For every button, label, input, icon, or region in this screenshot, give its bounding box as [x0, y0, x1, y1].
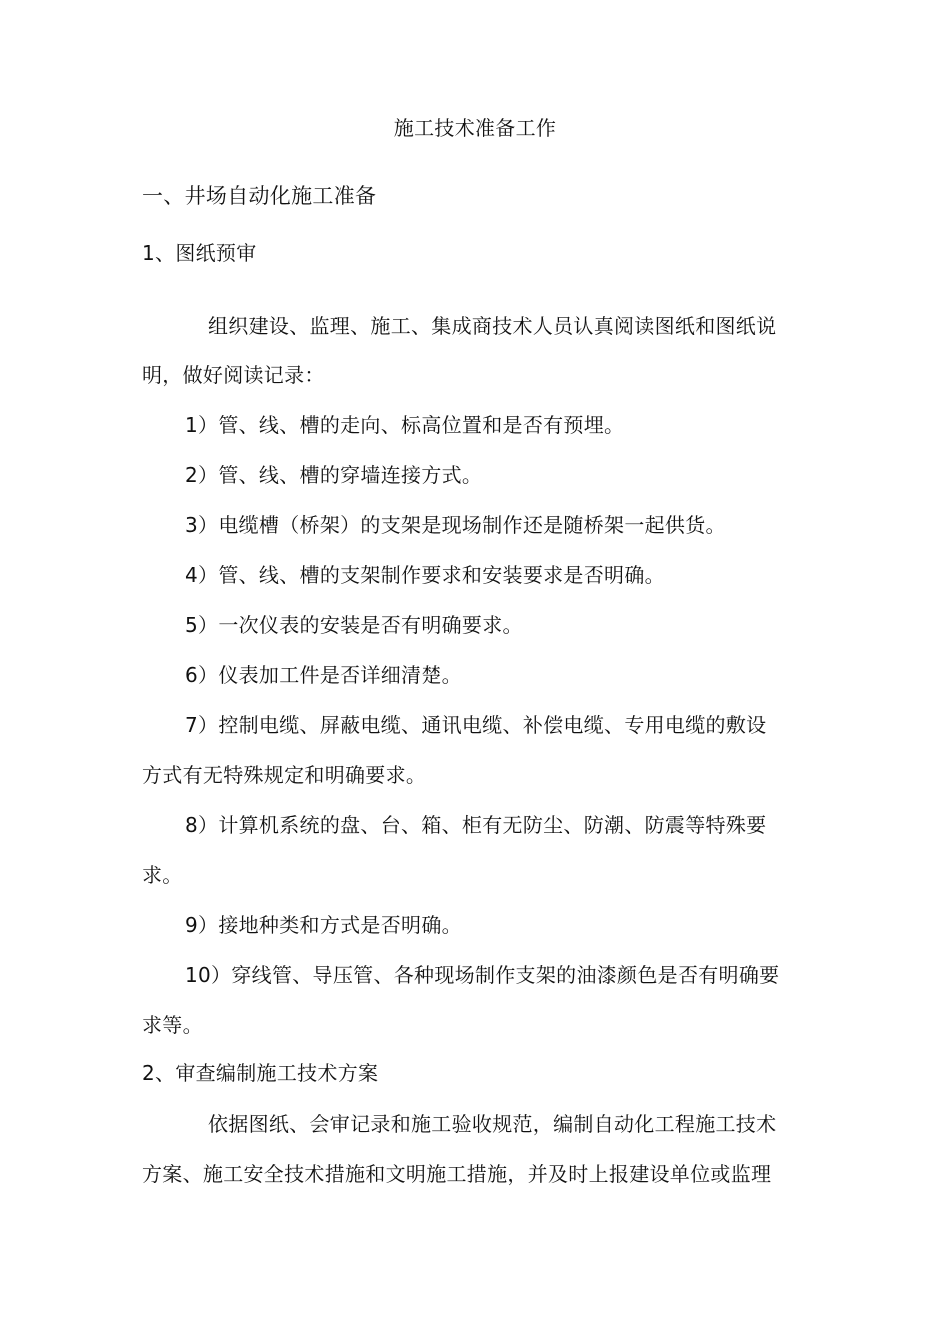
paragraph-line: 方案、施工安全技术措施和文明施工措施，并及时上报建设单位或监理	[142, 1162, 772, 1186]
list-item: 2）管、线、槽的穿墙连接方式。	[185, 463, 483, 487]
subsection-heading: 2、审查编制施工技术方案	[142, 1061, 379, 1085]
paragraph-line: 明，做好阅读记录：	[142, 363, 325, 387]
paragraph-line: 组织建设、监理、施工、集成商技术人员认真阅读图纸和图纸说	[208, 314, 777, 338]
list-item: 8）计算机系统的盘、台、箱、柜有无防尘、防潮、防震等特殊要	[185, 813, 767, 837]
document-title: 施工技术准备工作	[393, 116, 557, 140]
list-item: 1）管、线、槽的走向、标高位置和是否有预埋。	[185, 413, 625, 437]
list-item: 4）管、线、槽的支架制作要求和安装要求是否明确。	[185, 563, 665, 587]
list-item-continuation: 方式有无特殊规定和明确要求。	[142, 763, 427, 787]
list-item: 9）接地种类和方式是否明确。	[185, 913, 462, 937]
subsection-heading: 1、图纸预审	[142, 241, 257, 265]
list-item-continuation: 求等。	[142, 1013, 203, 1037]
list-item: 7）控制电缆、屏蔽电缆、通讯电缆、补偿电缆、专用电缆的敷设	[185, 713, 767, 737]
list-item: 3）电缆槽（桥架）的支架是现场制作还是随桥架一起供货。	[185, 513, 726, 537]
list-item: 6）仪表加工件是否详细清楚。	[185, 663, 462, 687]
section-heading: 一、井场自动化施工准备	[142, 184, 377, 208]
list-item: 10）穿线管、导压管、各种现场制作支架的油漆颜色是否有明确要	[185, 963, 780, 987]
list-item-continuation: 求。	[142, 863, 183, 887]
paragraph-line: 依据图纸、会审记录和施工验收规范，编制自动化工程施工技术	[208, 1112, 777, 1136]
list-item: 5）一次仪表的安装是否有明确要求。	[185, 613, 523, 637]
